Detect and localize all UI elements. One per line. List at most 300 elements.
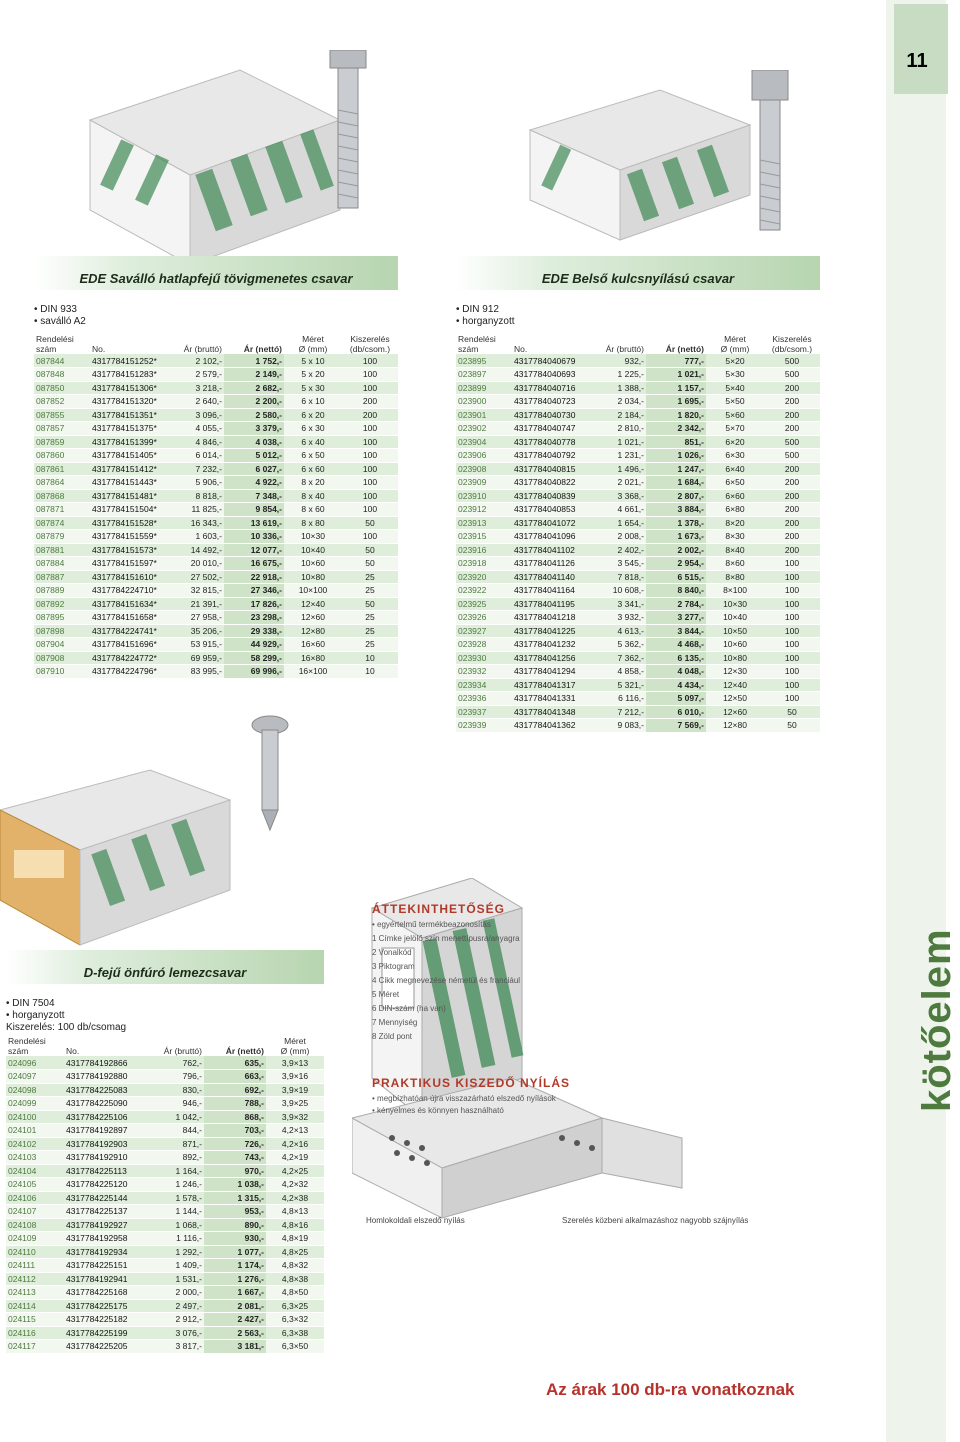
size: 8×100 xyxy=(706,584,764,598)
net-price: 23 298,- xyxy=(224,611,284,625)
order-number: 024106 xyxy=(6,1191,64,1205)
net-price: 2 954,- xyxy=(646,557,706,571)
net-price: 6 515,- xyxy=(646,570,706,584)
net-price: 1 026,- xyxy=(646,449,706,463)
table-row xyxy=(34,543,398,557)
pack-qty: 100 xyxy=(764,678,820,692)
size: 10×30 xyxy=(284,530,342,544)
table-row xyxy=(456,381,820,395)
gross-price: 11 825,- xyxy=(168,503,224,517)
table-row xyxy=(6,1151,324,1165)
hex-bolt-spec-din: • DIN 933 xyxy=(34,304,77,315)
size: 5×40 xyxy=(706,381,764,395)
article-number: 4317784040839 xyxy=(512,489,590,503)
article-number: 4317784151481* xyxy=(90,489,168,503)
article-number: 4317784040693 xyxy=(512,368,590,382)
table-row xyxy=(34,665,398,679)
pack-qty: 50 xyxy=(342,557,398,571)
order-number: 087874 xyxy=(34,516,90,530)
gross-price: 32 815,- xyxy=(168,584,224,598)
pack-qty: 100 xyxy=(342,422,398,436)
pack-qty: 200 xyxy=(342,395,398,409)
drill-screw-spec-pack: Kiszerelés: 100 db/csomag xyxy=(6,1022,127,1033)
pack-qty: 25 xyxy=(342,624,398,638)
gross-price: 1 164,- xyxy=(148,1164,204,1178)
article-number: 4317784192910 xyxy=(64,1151,148,1165)
gross-price: 5 321,- xyxy=(590,678,646,692)
table-row xyxy=(6,1178,324,1192)
pack-qty: 200 xyxy=(764,530,820,544)
net-price: 44 929,- xyxy=(224,638,284,652)
article-number: 4317784041195 xyxy=(512,597,590,611)
order-number: 087892 xyxy=(34,597,90,611)
table-row xyxy=(34,489,398,503)
caption-wide-opening: Szerelés közbeni alkalmazáshoz nagyobb szájnyílás xyxy=(562,1216,749,1225)
size: 12×30 xyxy=(706,665,764,679)
size: 4,2×19 xyxy=(266,1151,324,1165)
page-tab-top xyxy=(894,4,948,94)
order-number: 087861 xyxy=(34,462,90,476)
order-number: 023913 xyxy=(456,516,512,530)
article-number: 4317784041096 xyxy=(512,530,590,544)
pack-qty: 50 xyxy=(342,516,398,530)
size: 10×60 xyxy=(706,638,764,652)
pack-qty: 100 xyxy=(764,692,820,706)
article-number: 4317784192897 xyxy=(64,1124,148,1138)
pack-qty: 10 xyxy=(342,651,398,665)
order-number: 024114 xyxy=(6,1299,64,1313)
gross-price: 830,- xyxy=(148,1083,204,1097)
gross-price: 4 613,- xyxy=(590,624,646,638)
size: 6 x 30 xyxy=(284,422,342,436)
gross-price: 1 116,- xyxy=(148,1232,204,1246)
order-number: 023939 xyxy=(456,719,512,733)
gross-price: 2 000,- xyxy=(148,1286,204,1300)
info-line: 1 Címke jelölő szín menettípusra/anyagra xyxy=(372,934,520,943)
gross-price: 1 231,- xyxy=(590,449,646,463)
pack-qty: 50 xyxy=(342,543,398,557)
article-number: 4317784041102 xyxy=(512,543,590,557)
size: 3,9×16 xyxy=(266,1070,324,1084)
pack-qty: 200 xyxy=(764,489,820,503)
order-number: 023937 xyxy=(456,705,512,719)
order-number: 023926 xyxy=(456,611,512,625)
net-price: 1 695,- xyxy=(646,395,706,409)
pack-qty: 100 xyxy=(342,381,398,395)
table-row xyxy=(34,597,398,611)
gross-price: 1 246,- xyxy=(148,1178,204,1192)
table-row xyxy=(456,611,820,625)
table-row xyxy=(34,557,398,571)
socket-screw-table xyxy=(456,332,820,733)
order-number: 087850 xyxy=(34,381,90,395)
size: 3,9×13 xyxy=(266,1056,324,1070)
size: 4,2×32 xyxy=(266,1178,324,1192)
table-row xyxy=(6,1299,324,1313)
table-row xyxy=(6,1232,324,1246)
article-number: 4317784225199 xyxy=(64,1326,148,1340)
gross-price: 796,- xyxy=(148,1070,204,1084)
page-number: 11 xyxy=(906,50,928,72)
article-number: 4317784225083 xyxy=(64,1083,148,1097)
article-number: 4317784225106 xyxy=(64,1110,148,1124)
gross-price: 7 362,- xyxy=(590,651,646,665)
order-number: 023922 xyxy=(456,584,512,598)
net-price: 12 077,- xyxy=(224,543,284,557)
article-number: 4317784224741* xyxy=(90,624,168,638)
size: 6×80 xyxy=(706,503,764,517)
table-row xyxy=(6,1218,324,1232)
hex-bolt-section-header xyxy=(34,256,398,290)
col-header-order: Rendelési szám xyxy=(36,334,74,354)
gross-price: 69 959,- xyxy=(168,651,224,665)
size: 6×20 xyxy=(706,435,764,449)
article-number: 4317784151320* xyxy=(90,395,168,409)
pack-qty: 100 xyxy=(764,665,820,679)
drill-screw-section-header xyxy=(6,950,324,984)
article-number: 4317784041331 xyxy=(512,692,590,706)
size: 4,8×13 xyxy=(266,1205,324,1219)
net-price: 6 027,- xyxy=(224,462,284,476)
gross-price: 1 531,- xyxy=(148,1272,204,1286)
pack-qty: 100 xyxy=(342,435,398,449)
net-price: 1 157,- xyxy=(646,381,706,395)
article-number: 4317784151283* xyxy=(90,368,168,382)
size: 8 x 80 xyxy=(284,516,342,530)
pack-qty: 100 xyxy=(764,557,820,571)
size: 10×50 xyxy=(706,624,764,638)
gross-price: 3 341,- xyxy=(590,597,646,611)
table-row xyxy=(456,570,820,584)
info-line: 2 Vonalkód xyxy=(372,948,412,957)
size: 8×80 xyxy=(706,570,764,584)
table-row xyxy=(456,530,820,544)
socket-screw-product-image xyxy=(520,70,820,250)
table-row xyxy=(34,624,398,638)
gross-price: 1 654,- xyxy=(590,516,646,530)
order-number: 023904 xyxy=(456,435,512,449)
size: 10×80 xyxy=(284,570,342,584)
article-number: 4317784151405* xyxy=(90,449,168,463)
article-number: 4317784225120 xyxy=(64,1178,148,1192)
article-number: 4317784041140 xyxy=(512,570,590,584)
order-number: 023920 xyxy=(456,570,512,584)
gross-price: 27 502,- xyxy=(168,570,224,584)
gross-price: 2 184,- xyxy=(590,408,646,422)
table-row xyxy=(6,1056,324,1070)
table-row xyxy=(456,489,820,503)
table-row xyxy=(456,435,820,449)
table-row xyxy=(456,368,820,382)
gross-price: 4 055,- xyxy=(168,422,224,436)
gross-price: 2 021,- xyxy=(590,476,646,490)
net-price: 5 012,- xyxy=(224,449,284,463)
pack-qty: 10 xyxy=(342,665,398,679)
article-number: 4317784041232 xyxy=(512,638,590,652)
gross-price: 1 409,- xyxy=(148,1259,204,1273)
net-price: 58 299,- xyxy=(224,651,284,665)
gross-price: 9 083,- xyxy=(590,719,646,733)
gross-price: 932,- xyxy=(590,354,646,368)
order-number: 023909 xyxy=(456,476,512,490)
net-price: 6 135,- xyxy=(646,651,706,665)
socket-screw-section-header xyxy=(456,256,820,290)
article-number: 4317784040792 xyxy=(512,449,590,463)
pack-qty: 100 xyxy=(764,584,820,598)
net-price: 7 348,- xyxy=(224,489,284,503)
pack-qty: 100 xyxy=(342,489,398,503)
net-price: 29 338,- xyxy=(224,624,284,638)
pack-qty: 25 xyxy=(342,584,398,598)
gross-price: 3 932,- xyxy=(590,611,646,625)
article-number: 4317784041294 xyxy=(512,665,590,679)
size: 12×60 xyxy=(706,705,764,719)
article-number: 4317784225137 xyxy=(64,1205,148,1219)
pack-qty: 100 xyxy=(342,462,398,476)
gross-price: 2 912,- xyxy=(148,1313,204,1327)
table-row xyxy=(6,1070,324,1084)
pack-qty: 200 xyxy=(764,543,820,557)
article-number: 4317784151634* xyxy=(90,597,168,611)
size: 10×40 xyxy=(284,543,342,557)
col-header-gross: Ár (bruttó) xyxy=(605,344,644,354)
table-row xyxy=(456,584,820,598)
article-number: 4317784224710* xyxy=(90,584,168,598)
gross-price: 2 579,- xyxy=(168,368,224,382)
size: 6,3×50 xyxy=(266,1340,324,1354)
article-number: 4317784192903 xyxy=(64,1137,148,1151)
pack-qty: 100 xyxy=(342,476,398,490)
order-number: 023916 xyxy=(456,543,512,557)
col-header-net: Ár (nettó) xyxy=(665,344,704,354)
dispenser-title: PRAKTIKUS KISZEDŐ NYÍLÁS xyxy=(372,1076,571,1090)
order-number: 087910 xyxy=(34,665,90,679)
gross-price: 762,- xyxy=(148,1056,204,1070)
order-number: 023915 xyxy=(456,530,512,544)
pack-qty: 500 xyxy=(764,449,820,463)
order-number: 087884 xyxy=(34,557,90,571)
table-row xyxy=(6,1124,324,1138)
size: 3,9×19 xyxy=(266,1083,324,1097)
size: 12×60 xyxy=(284,611,342,625)
size: 6×30 xyxy=(706,449,764,463)
net-price: 5 097,- xyxy=(646,692,706,706)
article-number: 4317784151610* xyxy=(90,570,168,584)
article-number: 4317784040853 xyxy=(512,503,590,517)
article-number: 4317784041348 xyxy=(512,705,590,719)
order-number: 087887 xyxy=(34,570,90,584)
page-tab xyxy=(886,0,946,1442)
pack-qty: 100 xyxy=(342,368,398,382)
size: 5×70 xyxy=(706,422,764,436)
gross-price: 4 846,- xyxy=(168,435,224,449)
article-number: 4317784225205 xyxy=(64,1340,148,1354)
info-line: • megbízhatóan újra visszazárható elszedő nyílások xyxy=(372,1094,556,1103)
net-price: 726,- xyxy=(204,1137,266,1151)
article-number: 4317784224772* xyxy=(90,651,168,665)
article-number: 4317784225113 xyxy=(64,1164,148,1178)
pack-qty: 200 xyxy=(764,462,820,476)
pack-qty: 500 xyxy=(764,368,820,382)
order-number: 024115 xyxy=(6,1313,64,1327)
table-row xyxy=(456,638,820,652)
pack-qty: 100 xyxy=(342,530,398,544)
size: 6 x 50 xyxy=(284,449,342,463)
gross-price: 1 578,- xyxy=(148,1191,204,1205)
table-row xyxy=(456,354,820,368)
size: 5 x 10 xyxy=(284,354,342,368)
article-number: 4317784225168 xyxy=(64,1286,148,1300)
hex-bolt-title: EDE Saválló hatlapfejű tövigmenetes csavar xyxy=(79,271,353,286)
article-number: 4317784041072 xyxy=(512,516,590,530)
net-price: 10 336,- xyxy=(224,530,284,544)
col-header-size: Méret Ø (mm) xyxy=(720,334,750,354)
drill-screw-spec-material: • horganyzott xyxy=(6,1010,65,1021)
size: 12×80 xyxy=(284,624,342,638)
col-header-order: Rendelési szám xyxy=(458,334,496,354)
order-number: 087844 xyxy=(34,354,90,368)
table-row xyxy=(6,1164,324,1178)
article-number: 4317784225182 xyxy=(64,1313,148,1327)
gross-price: 7 212,- xyxy=(590,705,646,719)
size: 10×60 xyxy=(284,557,342,571)
gross-price: 1 021,- xyxy=(590,435,646,449)
order-number: 087871 xyxy=(34,503,90,517)
size: 12×50 xyxy=(706,692,764,706)
table-row xyxy=(456,557,820,571)
table-row xyxy=(34,395,398,409)
gross-price: 35 206,- xyxy=(168,624,224,638)
pack-qty: 200 xyxy=(764,422,820,436)
gross-price: 1 388,- xyxy=(590,381,646,395)
order-number: 087904 xyxy=(34,638,90,652)
table-row xyxy=(34,570,398,584)
net-price: 2 784,- xyxy=(646,597,706,611)
order-number: 024109 xyxy=(6,1232,64,1246)
order-number: 024100 xyxy=(6,1110,64,1124)
col-header-no: No. xyxy=(66,1046,80,1056)
table-row xyxy=(456,597,820,611)
order-number: 024112 xyxy=(6,1272,64,1286)
gross-price: 2 810,- xyxy=(590,422,646,436)
net-price: 2 427,- xyxy=(204,1313,266,1327)
table-row xyxy=(34,638,398,652)
pack-qty: 25 xyxy=(342,570,398,584)
gross-price: 6 014,- xyxy=(168,449,224,463)
order-number: 024101 xyxy=(6,1124,64,1138)
hex-bolt-specs xyxy=(34,304,86,328)
table-row xyxy=(456,624,820,638)
table-row xyxy=(6,1110,324,1124)
order-number: 024104 xyxy=(6,1164,64,1178)
size: 8×60 xyxy=(706,557,764,571)
size: 8×20 xyxy=(706,516,764,530)
net-price: 868,- xyxy=(204,1110,266,1124)
net-price: 777,- xyxy=(646,354,706,368)
order-number: 024103 xyxy=(6,1151,64,1165)
hex-bolt-spec-material: • saválló A2 xyxy=(34,316,86,327)
size: 8×40 xyxy=(706,543,764,557)
gross-price: 5 362,- xyxy=(590,638,646,652)
table-row xyxy=(456,692,820,706)
article-number: 4317784041126 xyxy=(512,557,590,571)
article-number: 4317784151351* xyxy=(90,408,168,422)
gross-price: 2 102,- xyxy=(168,354,224,368)
col-header-size: Méret Ø (mm) xyxy=(298,334,328,354)
net-price: 1 820,- xyxy=(646,408,706,422)
hex-bolt-table xyxy=(34,332,398,679)
net-price: 2 002,- xyxy=(646,543,706,557)
drill-screw-spec-din: • DIN 7504 xyxy=(6,998,55,1009)
order-number: 087868 xyxy=(34,489,90,503)
net-price: 2 342,- xyxy=(646,422,706,436)
packaging-info-graphic xyxy=(342,878,862,1243)
gross-price: 53 915,- xyxy=(168,638,224,652)
size: 6×60 xyxy=(706,489,764,503)
size: 6,3×25 xyxy=(266,1299,324,1313)
article-number: 4317784151597* xyxy=(90,557,168,571)
net-price: 1 247,- xyxy=(646,462,706,476)
net-price: 1 021,- xyxy=(646,368,706,382)
order-number: 023906 xyxy=(456,449,512,463)
order-number: 023908 xyxy=(456,462,512,476)
net-price: 1 667,- xyxy=(204,1286,266,1300)
order-number: 023927 xyxy=(456,624,512,638)
gross-price: 2 402,- xyxy=(590,543,646,557)
net-price: 4 048,- xyxy=(646,665,706,679)
socket-screw-spec-din: • DIN 912 xyxy=(456,304,499,315)
net-price: 692,- xyxy=(204,1083,266,1097)
article-number: 4317784151573* xyxy=(90,543,168,557)
size: 6×50 xyxy=(706,476,764,490)
table-row xyxy=(6,1259,324,1273)
table-row xyxy=(34,651,398,665)
socket-screw-specs xyxy=(456,304,515,328)
pack-qty: 100 xyxy=(764,638,820,652)
order-number: 087852 xyxy=(34,395,90,409)
order-number: 087889 xyxy=(34,584,90,598)
article-number: 4317784151559* xyxy=(90,530,168,544)
gross-price: 7 818,- xyxy=(590,570,646,584)
table-row xyxy=(6,1326,324,1340)
table-row xyxy=(456,678,820,692)
table-row xyxy=(6,1340,324,1354)
size: 4,2×13 xyxy=(266,1124,324,1138)
article-number: 4317784225175 xyxy=(64,1299,148,1313)
gross-price: 1 603,- xyxy=(168,530,224,544)
net-price: 3 277,- xyxy=(646,611,706,625)
table-row xyxy=(456,462,820,476)
gross-price: 871,- xyxy=(148,1137,204,1151)
net-price: 22 918,- xyxy=(224,570,284,584)
net-price: 17 826,- xyxy=(224,597,284,611)
size: 16×80 xyxy=(284,651,342,665)
net-price: 1 315,- xyxy=(204,1191,266,1205)
order-number: 024117 xyxy=(6,1340,64,1354)
net-price: 3 379,- xyxy=(224,422,284,436)
size: 12×80 xyxy=(706,719,764,733)
table-row xyxy=(34,516,398,530)
table-row xyxy=(6,1083,324,1097)
table-row xyxy=(456,476,820,490)
pack-qty: 50 xyxy=(764,719,820,733)
col-header-no: No. xyxy=(92,344,106,354)
size: 4,8×32 xyxy=(266,1259,324,1273)
order-number: 023925 xyxy=(456,597,512,611)
article-number: 4317784040815 xyxy=(512,462,590,476)
size: 5×60 xyxy=(706,408,764,422)
order-number: 023928 xyxy=(456,638,512,652)
